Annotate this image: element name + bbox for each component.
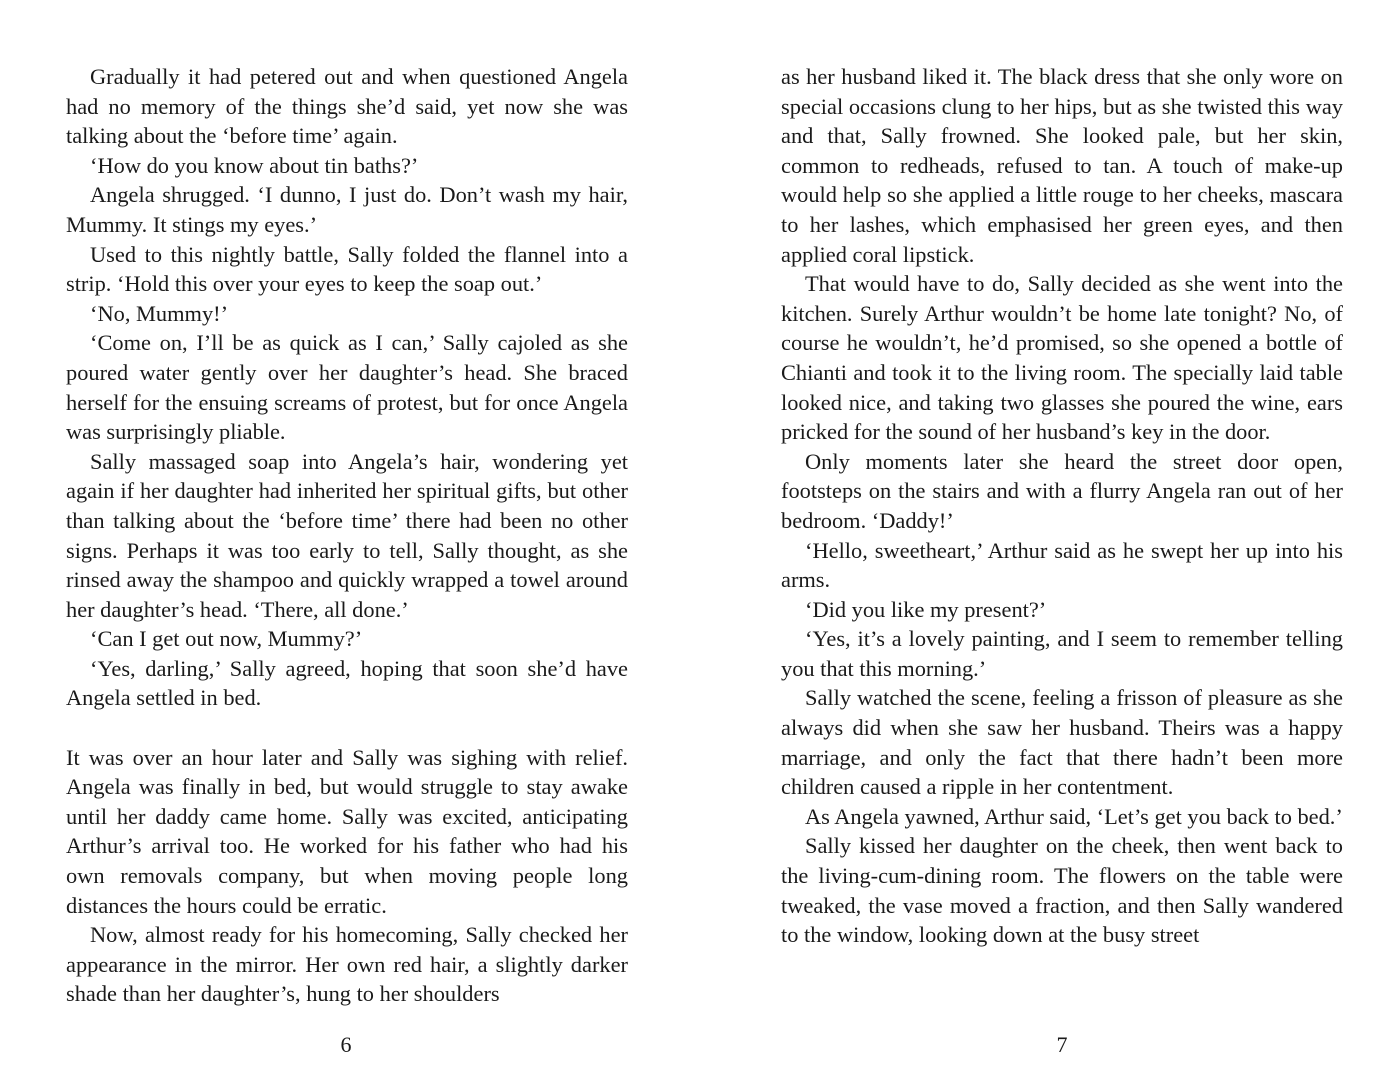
paragraph: ‘Yes, darling,’ Sally agreed, hoping that soon she’d have Angela settled in bed.	[66, 655, 628, 711]
section-break-paragraph: It was over an hour later and Sally was sighing with relief. Angela was finally in bed, but would struggle to stay awake until her daddy came home. Sally was excited, anticipating Arthur’s arrival too. He worked for his father who had his own removals company, but when moving people long distances the hours could be erratic.	[66, 744, 628, 918]
paragraph: ‘Did you like my present?’	[805, 596, 1047, 622]
paragraph: Now, almost ready for his homecoming, Sally checked her appearance in the mirror. Her own red hair, a slightly darker shade than her daughter’s, hung to her shoulders	[66, 922, 628, 1007]
continued-paragraph: as her husband liked it. The black dress that she only wore on special occasions clung to her hips, but as she twisted this way and that, Sally frowned. She looked pale, but her skin, common to redheads, refused to tan. A touch of make-up would help so she applied a little rouge to her cheeks, mascara to her lashes, which emphasised her green eyes, and then applied coral lipstick.	[781, 64, 1343, 267]
paragraph: ‘Yes, it’s a lovely painting, and I seem to remember telling you that this morning.’	[781, 626, 1343, 681]
paragraph: ‘No, Mummy!’	[90, 300, 229, 326]
paragraph: ‘Come on, I’ll be as quick as I can,’ Sally cajoled as she poured water gently over her daughter’s head. She braced herself for the ensuing screams of protest, but for once Angela was surprisingly pliable.	[66, 330, 628, 445]
paragraph: Sally watched the scene, feeling a frisson of pleasure as she always did when she saw her husband. Theirs was a happy marriage, and only the fact that there hadn’t been more children caused a ripple in her contentment.	[781, 685, 1343, 800]
paragraph: Used to this nightly battle, Sally folded the flannel into a strip. ‘Hold this over your eyes to keep the soap out.’	[66, 241, 628, 297]
paragraph: That would have to do, Sally decided as she went into the kitchen. Surely Arthur wouldn’t be home late tonight? No, of course he wouldn’t, he’d promised, so she opened a bottle of Chianti and took it to the living room. The specially laid table looked nice, and taking two glasses she poured the wine, ears pricked for the sound of her husband’s key in the door.	[781, 271, 1343, 445]
paragraph: Only moments later she heard the street door open, footsteps on the stairs and with a flurry Angela ran out of her bedroom. ‘Daddy!’	[781, 448, 1343, 533]
paragraph: Sally kissed her daughter on the cheek, then went back to the living-cum-dining room. The flowers on the table were tweaked, the vase moved a fraction, and then Sally wandered to the window, looking down at the busy street	[781, 833, 1343, 948]
paragraph: Gradually it had petered out and when questioned Angela had no memory of the things she’d said, yet now she was talking about the ‘before time’ again.	[66, 64, 628, 149]
page-number-left: 6	[340, 1032, 352, 1057]
paragraph: Sally massaged soap into Angela’s hair, wondering yet again if her daughter had inherited her spiritual gifts, but other than talking about the ‘before time’ there had been no other signs. Perhaps it was too early to tell, Sally thought, as she rinsed away the shampoo and quickly wrapped a towel around her daughter’s head. ‘There, all done.’	[66, 448, 628, 622]
paragraph: As Angela yawned, Arthur said, ‘Let’s get you back to bed.’	[805, 803, 1343, 829]
page-number-right: 7	[1056, 1032, 1068, 1057]
paragraph: Angela shrugged. ‘I dunno, I just do. Don’t wash my hair, Mummy. It stings my eyes.’	[66, 182, 628, 237]
paragraph: ‘Hello, sweetheart,’ Arthur said as he swept her up into his arms.	[781, 537, 1343, 593]
paragraph: ‘Can I get out now, Mummy?’	[90, 626, 363, 652]
right-page	[781, 62, 1343, 950]
left-page	[66, 62, 628, 1009]
paragraph: ‘How do you know about tin baths?’	[90, 152, 419, 178]
